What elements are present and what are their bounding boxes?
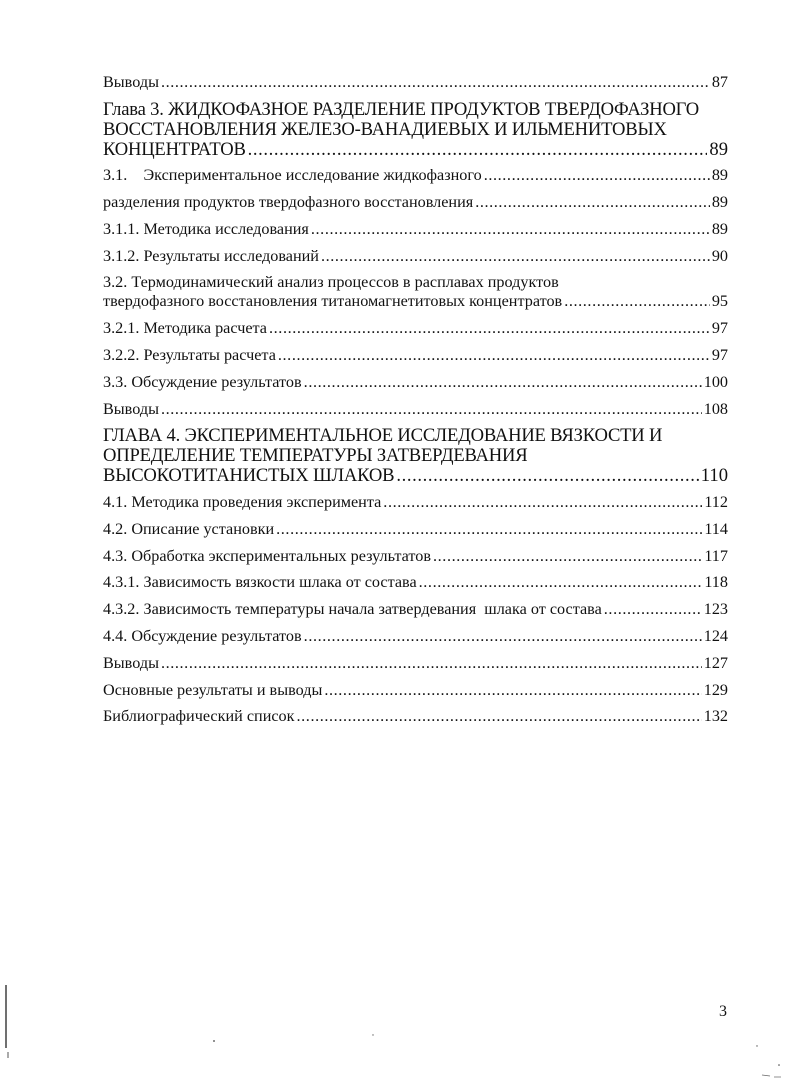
toc-entry-line (103, 373, 728, 392)
dot-leader (604, 600, 702, 619)
toc-entry-line (103, 346, 728, 365)
toc-entry-line (103, 654, 728, 673)
toc-entry-title: разделения продуктов твердофазного восстановления (103, 193, 474, 212)
toc-page-number: 89 (711, 193, 728, 212)
toc-page-number: 112 (704, 492, 728, 511)
toc-entry (103, 547, 728, 566)
scan-speck (762, 1075, 770, 1076)
dot-leader (484, 166, 710, 185)
dot-leader (161, 654, 702, 673)
toc-entry (103, 493, 728, 512)
toc-entry-title-line: 3.2. Термодинамический анализ процессов в расплавах продуктов (103, 273, 559, 292)
dot-leader (297, 707, 702, 726)
toc-entry-title: 4.3.2. Зависимость температуры начала затвердевания шлака от состава (103, 600, 602, 619)
dot-leader (324, 681, 701, 700)
dot-leader (278, 346, 710, 365)
toc-page-number: 117 (704, 546, 728, 565)
toc-entry-title: Выводы (103, 399, 159, 418)
dot-leader (269, 319, 710, 338)
toc-entry (103, 707, 728, 726)
toc-page-number: 89 (711, 166, 728, 185)
dot-leader (276, 520, 702, 539)
toc-entry-line (103, 520, 728, 539)
toc-entry-line (103, 573, 728, 592)
dot-leader (383, 493, 702, 512)
toc-entry-line (103, 247, 728, 266)
toc-page-number: 118 (704, 573, 728, 592)
toc-page-number: 100 (703, 372, 728, 391)
toc-entry-title: Выводы (103, 73, 159, 91)
toc-entry-title: 3.2.2. Результаты расчета (103, 346, 276, 365)
toc-entry (103, 600, 728, 619)
dot-leader (564, 292, 710, 311)
toc-page-number: 87 (711, 73, 728, 91)
toc-page-number: 127 (703, 653, 728, 672)
toc-entry-line (103, 627, 728, 646)
dot-leader (304, 627, 702, 646)
toc-entry-line (103, 220, 728, 239)
dot-leader (248, 140, 708, 160)
dot-leader (419, 573, 703, 592)
toc-entry (103, 373, 728, 392)
toc-entry (103, 573, 728, 592)
dot-leader (396, 466, 698, 486)
toc-entry-title-line: ВОССТАНОВЛЕНИЯ ЖЕЛЕЗО-ВАНАДИЕВЫХ И ИЛЬМЕНИТОВЫХ (103, 118, 667, 140)
toc-entry-title: 4.4. Обсуждение результатов (103, 626, 302, 645)
toc-entry (103, 193, 728, 212)
toc-entry-title: Выводы (103, 653, 159, 672)
toc-entry-title: ВЫСОКОТИТАНИСТЫХ ШЛАКОВ (103, 465, 395, 487)
toc-entry-title: 3.1. Экспериментальное исследование жидкофазного (103, 166, 482, 185)
toc-page-number: 95 (711, 292, 728, 311)
toc-entry-line (103, 493, 728, 512)
toc-entry-title: 3.3. Обсуждение результатов (103, 372, 302, 391)
toc-entry (103, 654, 728, 673)
toc-entry-line (103, 681, 728, 700)
toc-page-number: 97 (711, 346, 728, 365)
toc-entry-title-line: ОПРЕДЕЛЕНИЕ ТЕМПЕРАТУРЫ ЗАТВЕРДЕВАНИЯ (103, 445, 528, 467)
toc-entry-title: 4.3.1. Зависимость вязкости шлака от состава (103, 573, 417, 592)
toc-entry-line (103, 319, 728, 338)
toc-entry-line (103, 292, 728, 311)
toc-entry (103, 166, 728, 185)
dot-leader (311, 220, 710, 239)
scan-speck (213, 1040, 215, 1042)
toc-entry-line (103, 466, 728, 486)
toc-entry-line (103, 166, 728, 185)
table-of-contents (103, 73, 728, 734)
toc-entry (103, 400, 728, 419)
toc-entry-title: 4.3. Обработка экспериментальных результатов (103, 546, 431, 565)
toc-entry-line (103, 707, 728, 726)
toc-entry-title: твердофазного восстановления титаномагнетитовых концентратов (103, 292, 563, 311)
toc-entry (103, 627, 728, 646)
toc-entry-title: 4.2. Описание установки (103, 519, 275, 538)
toc-entry-title: 3.1.1. Методика исследования (103, 219, 309, 238)
toc-entry (103, 73, 728, 92)
toc-entry-line (103, 600, 728, 619)
dot-leader (161, 400, 702, 419)
toc-page-number: 97 (711, 319, 728, 338)
toc-page-number: 110 (700, 465, 728, 487)
toc-entry-title: КОНЦЕНТРАТОВ (103, 138, 246, 160)
scan-speck (372, 1034, 373, 1035)
toc-entry-line (103, 73, 728, 92)
toc-chapter-entry (103, 100, 728, 160)
toc-entry-title: 3.1.2. Результаты исследований (103, 246, 319, 265)
dot-leader (321, 247, 710, 266)
toc-entry-line (103, 547, 728, 566)
toc-entry-title-line: Глава 3. ЖИДКОФАЗНОЕ РАЗДЕЛЕНИЕ ПРОДУКТОВ ТВЕРДОФАЗНОГО (103, 98, 699, 120)
toc-entry-title: 4.1. Методика проведения эксперимента (103, 492, 382, 511)
dot-leader (161, 73, 710, 92)
toc-entry (103, 346, 728, 365)
toc-entry-title-line: ГЛАВА 4. ЭКСПЕРИМЕНТАЛЬНОЕ ИССЛЕДОВАНИЕ ВЯЗКОСТИ И (103, 425, 663, 447)
toc-page-number: 132 (703, 707, 728, 726)
toc-entry-line (103, 400, 728, 419)
toc-entry (103, 319, 728, 338)
toc-page-number: 124 (703, 626, 728, 645)
dot-leader (475, 193, 710, 212)
toc-entry (103, 247, 728, 266)
toc-page-number: 89 (709, 138, 728, 160)
toc-entry (103, 220, 728, 239)
toc-page-number: 90 (711, 246, 728, 265)
toc-entry-title: Библиографический список (103, 707, 295, 726)
toc-chapter-entry (103, 426, 728, 486)
toc-entry-title: 3.2.1. Методика расчета (103, 319, 267, 338)
toc-entry (103, 520, 728, 539)
toc-page-number: 89 (711, 219, 728, 238)
toc-entry-title: Основные результаты и выводы (103, 680, 323, 699)
toc-page-number: 123 (703, 600, 728, 619)
toc-entry-line (103, 193, 728, 212)
scan-speck (778, 1064, 780, 1066)
toc-page-number: 114 (704, 519, 728, 538)
dot-leader (304, 373, 702, 392)
toc-page-number: 108 (703, 399, 728, 418)
toc-entry (103, 681, 728, 700)
dot-leader (433, 547, 702, 566)
scan-speck (756, 1045, 757, 1046)
toc-entry (103, 273, 728, 311)
toc-entry-line (103, 140, 728, 160)
page-number: 3 (719, 1003, 727, 1020)
toc-page-number: 129 (703, 680, 728, 699)
